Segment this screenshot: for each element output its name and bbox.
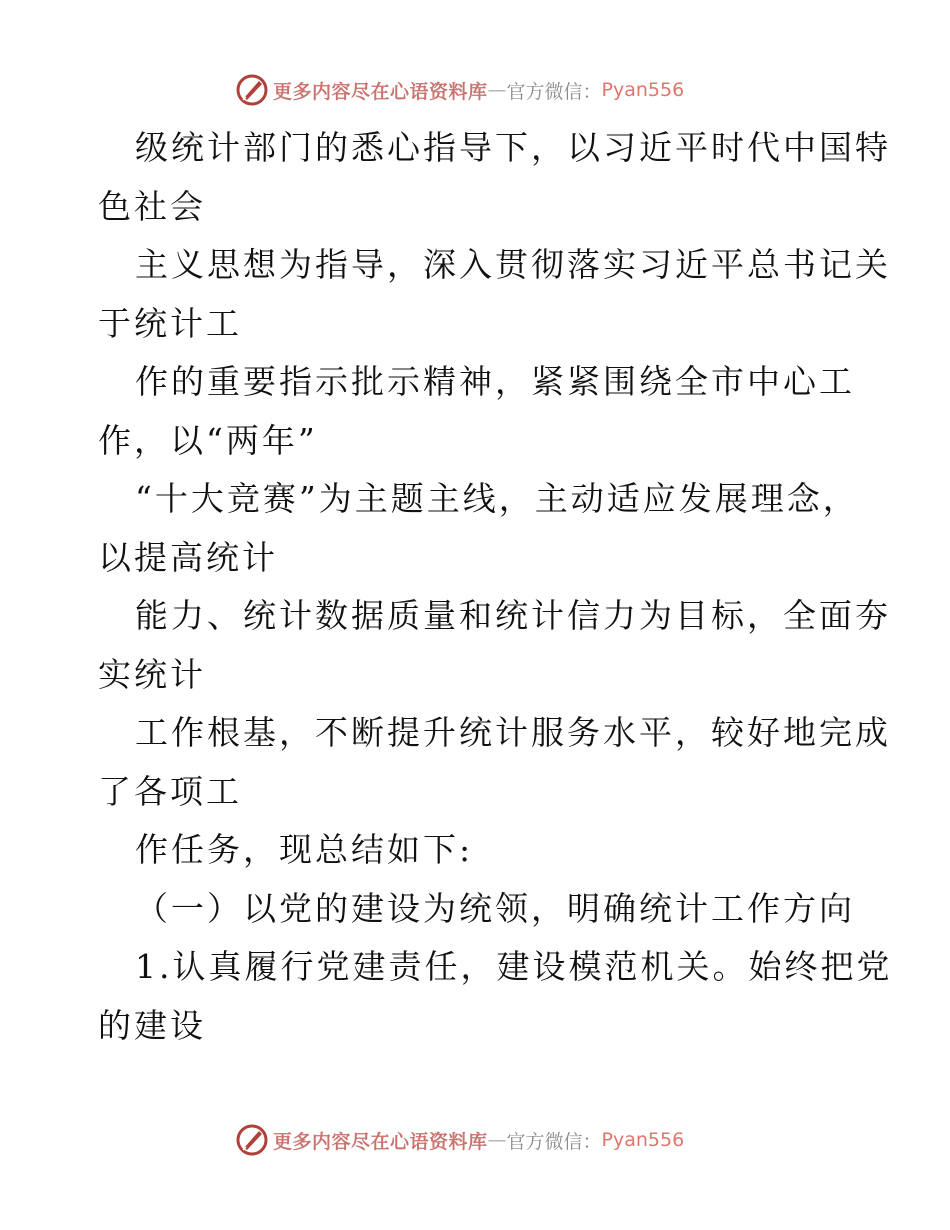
text-line: 了各项工: [98, 771, 242, 811]
quill-pen-logo-icon: [235, 73, 269, 107]
text-line: 能力、统计数据质量和统计信力为目标，全面夯: [135, 596, 891, 635]
section-heading: （一）以党的建设为统领，明确统计工作方向: [135, 888, 855, 928]
text-line: 工作根基，不断提升统计服务水平，较好地完成: [135, 713, 891, 752]
text-line: 于统计工: [98, 303, 242, 343]
watermark-wechat-id: Pyan556: [601, 1129, 685, 1151]
watermark-site-text: 更多内容尽在心语资料库: [273, 1130, 488, 1153]
quill-pen-logo-icon: [235, 1123, 269, 1157]
text-line: 以提高统计: [98, 537, 278, 577]
text-line: 主义思想为指导，深入贯彻落实习近平总书记关: [135, 245, 891, 284]
text-line: “十大竞赛”为主题主线，主动适应发展理念，: [135, 479, 859, 518]
watermark-wechat-label: 官方微信：: [506, 80, 602, 103]
watermark-wechat-id: Pyan556: [601, 79, 685, 101]
watermark-separator: —: [487, 1129, 507, 1151]
text-line: 色社会: [98, 186, 206, 226]
document-body: [98, 119, 893, 1055]
text-line: 实统计: [98, 654, 206, 694]
text-line: 级统计部门的悉心指导下，以习近平时代中国特: [135, 128, 891, 167]
text-line: 的建设: [98, 1005, 206, 1045]
header-watermark: [235, 72, 684, 108]
text-line: 作，以“两年”: [98, 420, 318, 460]
footer-watermark: [235, 1122, 684, 1158]
watermark-site-text: 更多内容尽在心语资料库: [273, 80, 488, 103]
text-line: 作任务，现总结如下:: [135, 830, 474, 869]
text-line: 1.认真履行党建责任，建设模范机关。始终把党: [135, 947, 893, 986]
watermark-separator: —: [487, 79, 507, 101]
watermark-wechat-label: 官方微信：: [506, 1130, 602, 1153]
text-line: 作的重要指示批示精神，紧紧围绕全市中心工: [135, 362, 855, 401]
